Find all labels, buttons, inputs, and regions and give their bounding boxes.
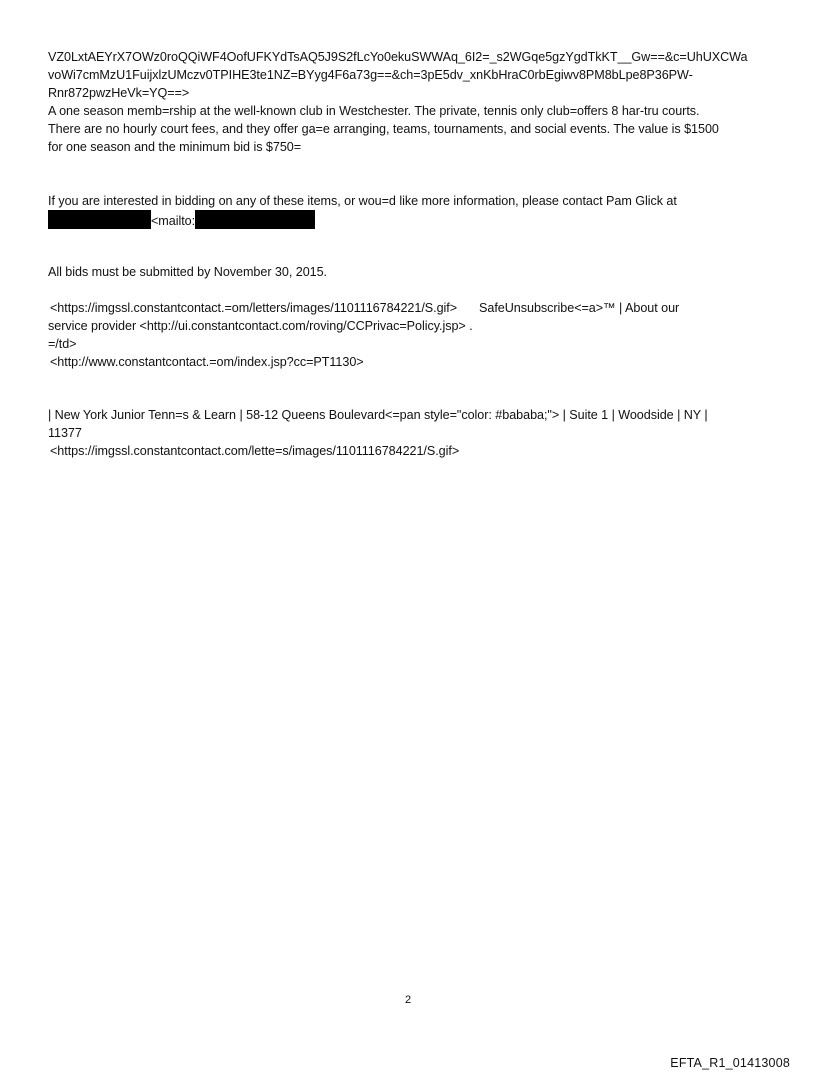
- address-line: | New York Junior Tenn=s & Learn | 58-12 Queens Boulevard<=pan style="color: #bababa;"> | Suite 1 | Woodside | NY |: [48, 408, 708, 422]
- redacted-email: [195, 210, 315, 229]
- address-block: [48, 406, 778, 460]
- contact-paragraph: [48, 192, 778, 230]
- url-tail-line: voWi7cmMzU1FuijxlzUMczv0TPIHE3te1NZ=BYyg4F6a73g==&ch=3pE5dv_xnKbHraC0rbEgiwv8PM8bLpe8P36PW-: [48, 68, 693, 82]
- auction-item-line: A one season memb=rship at the well-known club in Westchester. The private, tennis only club=offers 8 har-tru courts.: [48, 104, 700, 118]
- address-line: 11377: [48, 426, 82, 440]
- url-tail-line: VZ0LxtAEYrX7OWz0roQQiWF4OofUFKYdTsAQ5J9S2fLcYo0ekuSWWAq_6I2=_s2WGqe5gzYgdTkKT__Gw==&c=UhUXCWa: [48, 50, 748, 64]
- page-number: 2: [404, 994, 412, 1006]
- safe-unsubscribe-link[interactable]: SafeUnsubscribe<=a>™ | About our: [479, 301, 680, 315]
- constant-contact-link[interactable]: <http://www.constantcontact.=om/index.jsp?cc=PT1130>: [50, 355, 364, 369]
- auction-item-line: There are no hourly court fees, and they offer ga=e arranging, teams, tournaments, and social events. The value is $1500: [48, 122, 719, 136]
- service-provider-link[interactable]: service provider <http://ui.constantcontact.com/roving/CCPrivac=Policy.jsp> .: [48, 319, 473, 333]
- contact-line: If you are interested in bidding on any of these items, or wou=d like more information, please contact Pam Glick at: [48, 194, 677, 208]
- auction-item-line: for one season and the minimum bid is $750=: [48, 140, 302, 154]
- contact-email-line: [48, 210, 778, 230]
- footer-links-block: [48, 299, 778, 371]
- footer-link-line: [48, 299, 778, 317]
- url-tail-block: [48, 48, 778, 156]
- footer-image-link[interactable]: <https://imgssl.constantcontact.=om/letters/images/1101116784221/S.gif>: [50, 301, 458, 315]
- url-tail-line: Rnr872pwzHeVk=YQ==>: [48, 86, 190, 100]
- deadline-text: All bids must be submitted by November 30, 2015.: [48, 265, 328, 279]
- redacted-email: [48, 210, 151, 229]
- mailto-text: <mailto:: [151, 214, 196, 228]
- td-close-text: =/td>: [48, 337, 77, 351]
- footer-image-link[interactable]: <https://imgssl.constantcontact.com/lette=s/images/1101116784221/S.gif>: [50, 444, 460, 458]
- deadline-paragraph: [48, 263, 778, 281]
- document-id: EFTA_R1_01413008: [670, 1056, 790, 1070]
